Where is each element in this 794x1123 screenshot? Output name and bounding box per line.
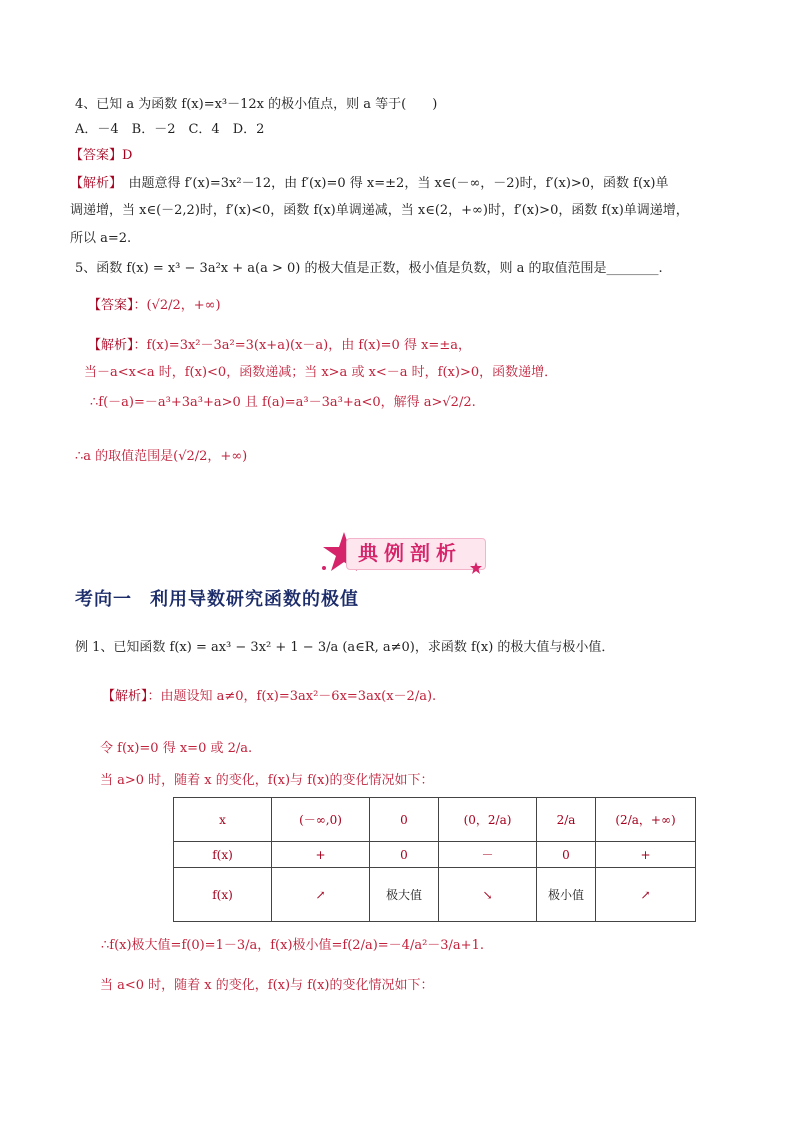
table-cell: 0: [370, 842, 439, 868]
table-cell: 极小值: [537, 868, 596, 922]
q4-question: 4、已知 a 为函数 f(x)=x³－12x 的极小值点，则 a 等于( ): [75, 97, 438, 112]
analysis-label: 【解析】: [88, 338, 134, 353]
example1-analysis-line-2: 令 f(x)=0 得 x=0 或 2/a.: [100, 741, 253, 756]
table-row: [174, 798, 696, 842]
answer-value: ：(√2/2，+∞): [133, 298, 221, 313]
example1-analysis-line-4: 当 a<0 时，随着 x 的变化，f(x)与 f(x)的变化情况如下：: [100, 978, 434, 993]
q4-analysis-line-2: 调递增，当 x∈(－2,2)时，f′(x)<0，函数 f(x)单调递减，当 x∈(2，+∞)时，f′(x)>0，函数 f(x)单调递增，: [70, 203, 689, 218]
analysis-text: 由题意得 f′(x)=3x²－12，由 f′(x)=0 得 x=±2，当 x∈(－∞，－2)时，f′(x)>0，函数 f(x)单: [115, 176, 669, 191]
table-cell: 极大值: [370, 868, 439, 922]
q5-question: 5、函数 f(x) = x³ − 3a²x + a(a > 0) 的极大值是正数，极小值是负数，则 a 的取值范围是________.: [75, 261, 663, 276]
table-cell: 2/a: [537, 798, 596, 842]
table-cell: x: [174, 798, 272, 842]
answer-value: D: [122, 148, 133, 163]
answer-label: 【答案】: [70, 148, 123, 163]
table-cell: 0: [370, 798, 439, 842]
q4-options: A．－4 B．－2 C．4 D．2: [75, 122, 265, 137]
table-cell: +: [596, 842, 696, 868]
analysis-label: 【解析】: [70, 176, 116, 191]
q5-analysis-line-1: [88, 337, 471, 355]
q4-answer: [70, 147, 132, 165]
table-cell: －: [439, 842, 537, 868]
example1-analysis-line-3: 当 a>0 时，随着 x 的变化，f(x)与 f(x)的变化情况如下：: [100, 773, 434, 788]
q5-analysis-line-3: ∴f(－a)=－a³+3a³+a>0 且 f(a)=a³－3a³+a<0，解得 a>√2/2.: [90, 395, 476, 410]
table-cell: f(x): [174, 842, 272, 868]
table-row: [174, 868, 696, 922]
section-label: 考向一: [75, 589, 132, 610]
table-cell: f(x): [174, 868, 272, 922]
q5-analysis-line-2: 当－a<x<a 时，f(x)<0，函数递减；当 x>a 或 x<－a 时，f(x)>0，函数递增．: [84, 365, 558, 380]
table-cell: ↗: [596, 868, 696, 922]
table-cell: +: [272, 842, 370, 868]
table-cell: ↘: [439, 868, 537, 922]
table-cell: (0，2/a): [439, 798, 537, 842]
table-cell: ↗: [272, 868, 370, 922]
table-row: [174, 842, 696, 868]
analysis-text: ：f(x)=3x²－3a²=3(x+a)(x－a)，由 f(x)=0 得 x=±a，: [133, 338, 471, 353]
table-cell: 0: [537, 842, 596, 868]
section-heading: [75, 588, 359, 612]
banner-title: 典例剖析: [358, 541, 462, 565]
example1-question: 例 1、已知函数 f(x) = ax³ − 3x² + 1 − 3/a (a∈R, a≠0)，求函数 f(x) 的极大值与极小值．: [75, 640, 615, 655]
example1-analysis-line-1: [102, 688, 436, 706]
analysis-label: 【解析】: [102, 689, 148, 704]
small-star-icon: [470, 562, 482, 574]
q4-analysis-line-1: [70, 175, 668, 193]
q5-analysis-line-4: ∴a 的取值范围是(√2/2，+∞): [75, 449, 248, 464]
variation-table: [173, 797, 696, 922]
table-cell: (2/a，+∞): [596, 798, 696, 842]
table-cell: (－∞,0): [272, 798, 370, 842]
section-banner: [318, 530, 486, 574]
example1-result: ∴f(x)极大值=f(0)=1－3/a，f(x)极小值=f(2/a)=－4/a²－3/a+1.: [101, 938, 484, 953]
answer-label: 【答案】: [88, 298, 134, 313]
q4-analysis-line-3: 所以 a=2.: [70, 231, 132, 246]
q5-answer: [88, 297, 221, 315]
analysis-text: ：由题设知 a≠0，f(x)=3ax²－6x=3ax(x－2/a).: [147, 689, 437, 704]
section-title: 利用导数研究函数的极值: [150, 589, 359, 610]
